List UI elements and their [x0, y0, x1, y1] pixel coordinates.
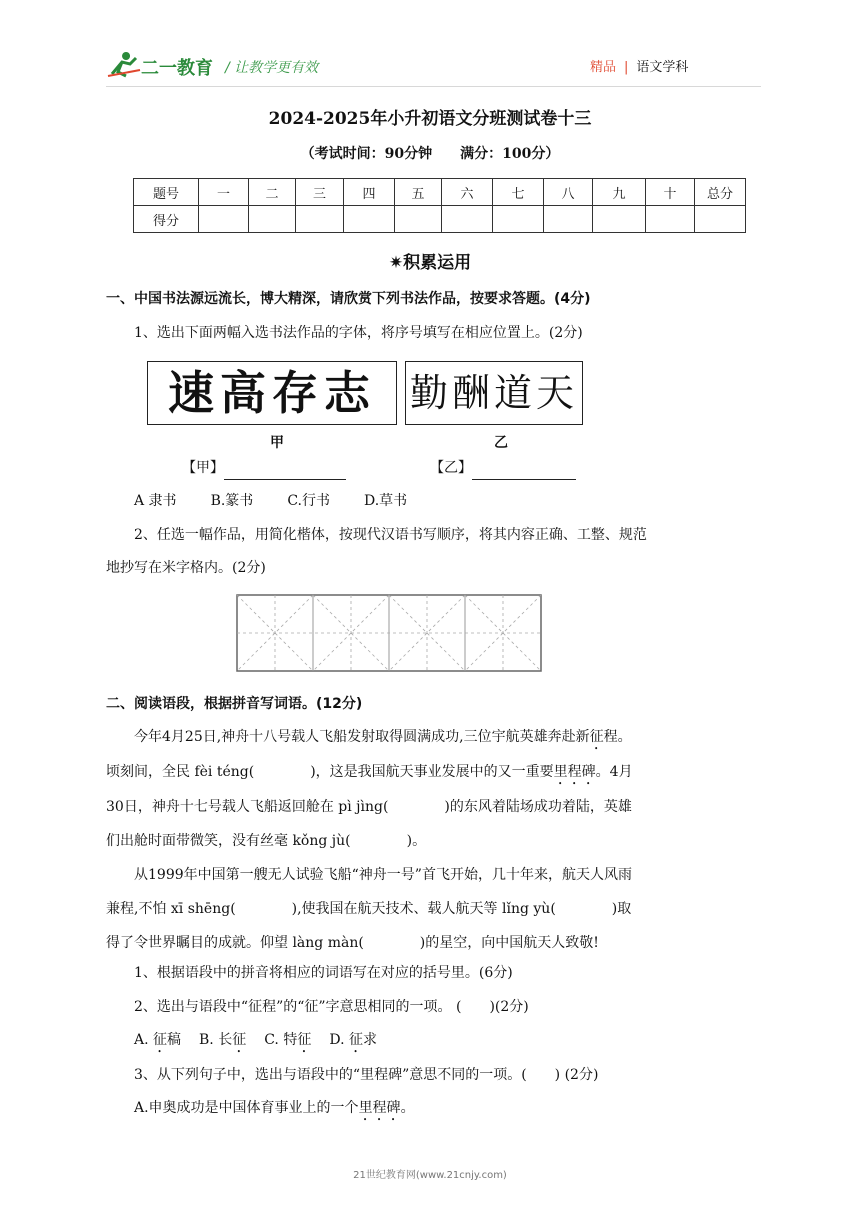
part1-heading: 一、中国书法源远流长，博大精深，请欣赏下列书法作品，按要求答题。(4分) [106, 291, 591, 307]
premium-label: 精品 [590, 60, 617, 75]
score-input-cell[interactable] [544, 206, 593, 233]
header-separator: | [624, 60, 629, 75]
score-cell: 九 [593, 179, 646, 206]
calligraphy-b-text: 勤酬道天 [409, 371, 578, 415]
option-text: 。 [400, 1100, 415, 1116]
section-title: ✷积累运用 [388, 253, 472, 273]
part2-q2: 2、选出与语段中“征程”的“征”字意思相同的一项。 ( )(2分) [134, 999, 529, 1015]
score-input-cell[interactable] [199, 206, 249, 233]
part2-heading: 二、阅读语段，根据拼音写词语。(12分) [106, 696, 363, 712]
work-a-label: 甲 [270, 435, 284, 451]
score-table-header-row [134, 179, 746, 206]
passage-line: 得了令世界瞩目的成就。仰望 làng màn( )的星空，向中国航天人致敬! [106, 935, 599, 951]
calligraphy-work-b [405, 361, 583, 425]
option-c: C.行书 [287, 493, 330, 509]
passage-line [134, 719, 632, 755]
slogan: / 让教学更有效 [225, 60, 319, 76]
passage-text: 顷刻间，全民 fèi téng( )，这是我国航天事业发展中的又一重要 [106, 764, 554, 780]
score-input-cell[interactable] [296, 206, 344, 233]
exam-info: （考试时间：90分钟 满分：100分） [300, 146, 560, 162]
score-cell: 总分 [695, 179, 746, 206]
score-cell: 八 [544, 179, 593, 206]
score-input-cell[interactable] [646, 206, 695, 233]
page-title: 2024-2025年小升初语文分班测试卷十三 [268, 109, 592, 129]
q2-option-c: C. 特征 [264, 1032, 312, 1048]
q2-option-b: B. 长征 [199, 1032, 247, 1048]
answer-a-label: 【甲】 [182, 460, 224, 476]
header-right [590, 56, 688, 75]
score-row-label: 得分 [134, 206, 199, 233]
passage-line [106, 754, 633, 790]
score-table [133, 178, 746, 233]
part1-q2-line1: 2、任选一幅作品，用简化楷体，按现代汉语书写顺序，将其内容正确、工整、规范 [134, 527, 647, 543]
answer-a-blank[interactable] [224, 457, 346, 480]
q2-option-a: A. 征稿 [134, 1032, 182, 1048]
option-a: A 隶书 [134, 493, 177, 509]
q3-option-a [134, 1097, 415, 1124]
work-b-label: 乙 [494, 435, 508, 451]
subject-label: 语文学科 [636, 60, 689, 75]
score-input-cell[interactable] [493, 206, 544, 233]
part1-q1: 1、选出下面两幅入选书法作品的字体，将序号填写在相应位置上。(2分) [134, 325, 583, 341]
q2-options [134, 1029, 377, 1056]
score-cell: 十 [646, 179, 695, 206]
option-d: D.草书 [363, 493, 408, 509]
score-table-score-row [134, 206, 746, 233]
score-input-cell[interactable] [344, 206, 395, 233]
passage-text: 。4月 [595, 764, 633, 780]
score-input-cell[interactable] [395, 206, 442, 233]
passage-line: 30日，神舟十七号载人飞船返回舱在 pì jìng( )的东风着陆场成功着陆，英雄 [106, 799, 632, 815]
score-input-cell[interactable] [593, 206, 646, 233]
score-cell: 五 [395, 179, 442, 206]
answer-b-label: 【乙】 [430, 460, 472, 476]
part2-q1: 1、根据语段中的拼音将相应的词语写在对应的括号里。(6分) [134, 965, 513, 981]
part1-q2-line2: 地抄写在米字格内。(2分) [106, 560, 266, 576]
calligraphy-a-text: 速高存志 [168, 366, 376, 420]
option-b: B.篆书 [210, 493, 254, 509]
answer-a-row [182, 457, 346, 480]
emphasis-word: 里程碑 [553, 764, 596, 780]
passage-line: 们出舱时面带微笑，没有丝毫 kǒng jù( )。 [106, 833, 427, 849]
option-text: A.申奥成功是中国体育事业上的一个 [134, 1100, 359, 1116]
calligraphy-work-a [147, 361, 397, 425]
passage-text: 程。 [603, 729, 632, 745]
q2-option-d: D. 征求 [329, 1032, 377, 1048]
score-input-cell[interactable] [695, 206, 746, 233]
passage-line: 从1999年中国第一艘无人试验飞船“神舟一号”首飞开始，几十年来，航天人风雨 [134, 867, 632, 883]
part2-q3: 3、从下列句子中，选出与语段中的“里程碑”意思不同的一项。( ) (2分) [134, 1067, 599, 1083]
answer-b-blank[interactable] [472, 457, 576, 480]
score-cell: 三 [296, 179, 344, 206]
passage-line: 兼程,不怕 xī shēng( ),使我国在航天技术、载人航天等 lǐng yù( )取 [106, 901, 632, 917]
mizi-writing-grid[interactable] [236, 594, 542, 672]
header-divider [106, 86, 761, 87]
score-input-cell[interactable] [249, 206, 296, 233]
emphasis-word: 里程碑 [358, 1100, 401, 1116]
score-cell: 二 [249, 179, 296, 206]
score-cell: 六 [442, 179, 493, 206]
passage-text: 今年4月25日,神舟十八号载人飞船发射取得圆满成功,三位宇航英雄奔赴新 [134, 729, 590, 745]
footer-source: 21世纪教育网(www.21cnjy.com) [353, 1170, 507, 1181]
score-cell: 四 [344, 179, 395, 206]
answer-b-row [430, 457, 576, 480]
emphasis-char: 征 [589, 729, 604, 745]
logo-text: 二一教育 [141, 58, 213, 79]
score-cell: 七 [493, 179, 544, 206]
logo-runner-icon [106, 48, 146, 80]
score-cell: 一 [199, 179, 249, 206]
score-input-cell[interactable] [442, 206, 493, 233]
score-cell: 题号 [134, 179, 199, 206]
font-options [134, 490, 407, 512]
